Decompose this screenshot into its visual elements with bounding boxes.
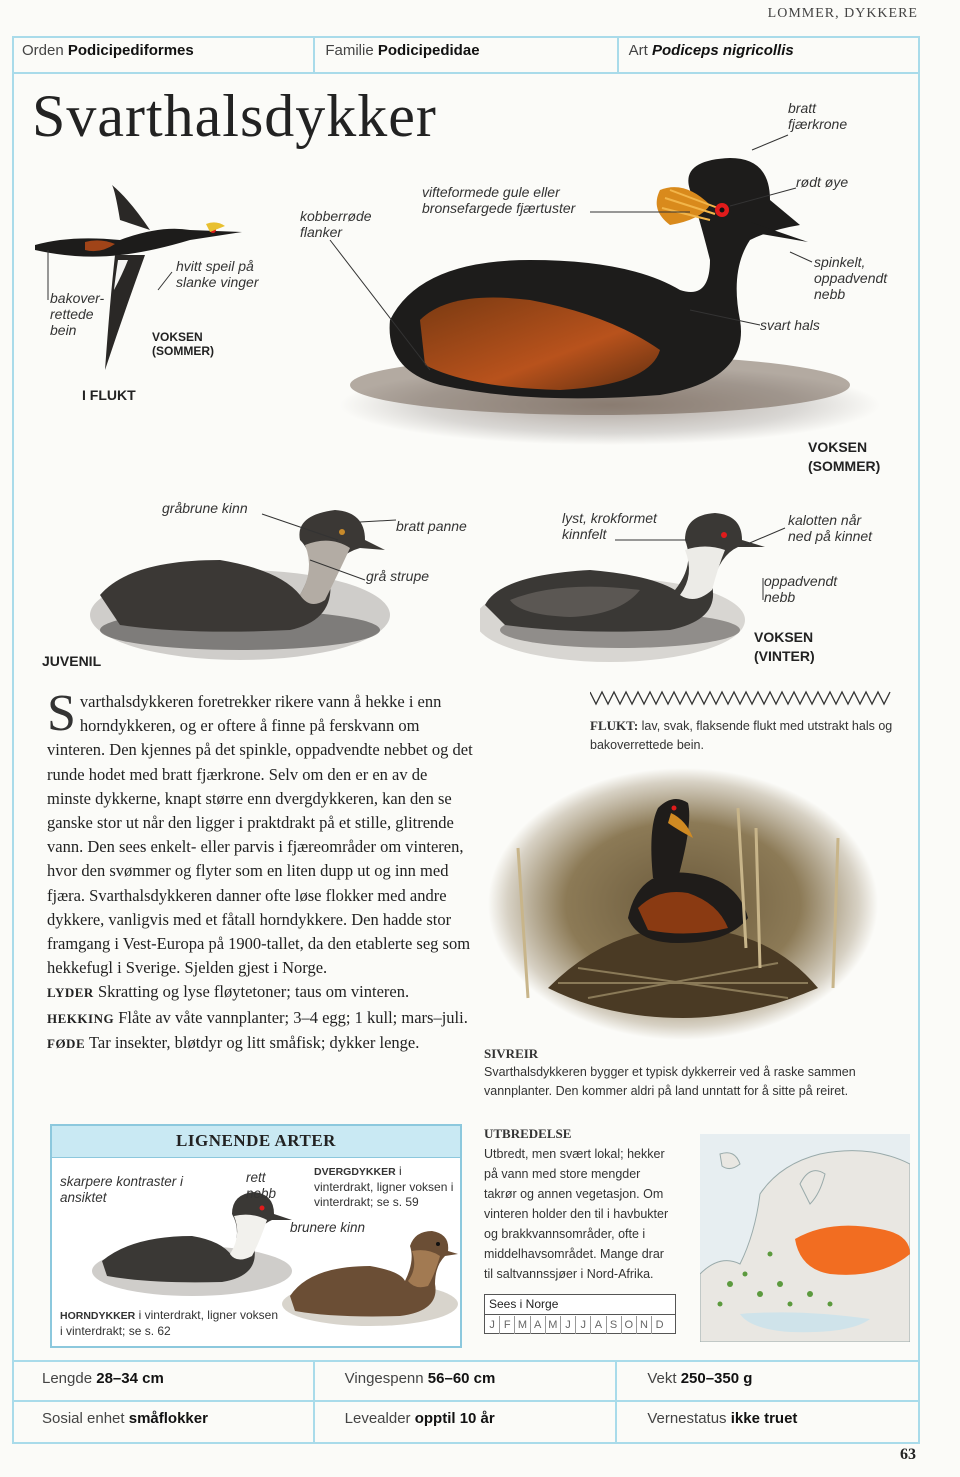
length-value: 28–34 cm bbox=[96, 1370, 164, 1387]
weight-row bbox=[617, 1362, 920, 1402]
label-tufts: vifteformede gule eller bronsefargede fjærtuster bbox=[422, 184, 576, 216]
family-value: Podicipedidae bbox=[377, 42, 480, 59]
label-winter-cap: kalotten når ned på kinnet bbox=[788, 512, 873, 544]
label-flanks: kobberrøde flanker bbox=[300, 208, 372, 240]
dverg-text: i vinterdrakt, ligner voksen i vinterdrakt; se s. 59 bbox=[314, 1164, 454, 1209]
breeding-text: Flåte av våte vannplanter; 3–4 egg; 1 kull; mars–juli. bbox=[118, 1007, 468, 1027]
stats-col-3 bbox=[617, 1362, 920, 1444]
length-row bbox=[12, 1362, 313, 1402]
horn-name: HORNDYKKER bbox=[60, 1310, 136, 1322]
label-bill: spinkelt, oppadvendt nebb bbox=[814, 254, 888, 302]
distribution-heading: UTBREDELSE bbox=[484, 1126, 572, 1141]
wingspan-value: 56–60 cm bbox=[427, 1370, 496, 1387]
stats-col-2 bbox=[315, 1362, 618, 1444]
label-eye: rødt øye bbox=[796, 174, 849, 190]
nest-photo bbox=[488, 768, 878, 1040]
month-cell: S bbox=[607, 1316, 622, 1334]
month-cell: J bbox=[485, 1316, 500, 1334]
label-legs: bakover-rettede bein bbox=[50, 290, 105, 338]
caption-flight: I FLUKT bbox=[82, 387, 136, 403]
month-cell: N bbox=[637, 1316, 652, 1334]
status-label: Vernestatus bbox=[647, 1410, 727, 1427]
page-title: Svarthalsdykker bbox=[32, 83, 437, 149]
lifespan-value: opptil 10 år bbox=[414, 1410, 495, 1427]
distribution-text: Utbredt, men svært lokal; hekker på vann med store mengder takrør og annen vegetasjon. Om vinteren holder den til i havbukter og brakkvannsområder, ofte i middelhavsområdet. Mange drar til saltvannssjøer i Nord-Afrika. bbox=[484, 1147, 669, 1281]
label-mirror: hvitt speil på slanke vinger bbox=[176, 258, 259, 290]
wingspan-row bbox=[315, 1362, 616, 1402]
horn-text: i vinterdrakt, ligner voksen i vinterdrakt; se s. 62 bbox=[60, 1308, 279, 1338]
food-text: Tar insekter, bløtdyr og litt småfisk; dykker lenge. bbox=[88, 1032, 420, 1052]
month-cell: A bbox=[591, 1316, 606, 1334]
species-value: Podiceps nigricollis bbox=[652, 42, 794, 59]
family-label: Familie bbox=[325, 42, 374, 59]
sounds-text: Skratting og lyse fløytetoner; taus om vinteren. bbox=[97, 982, 410, 1002]
dverg-description bbox=[314, 1164, 459, 1210]
similar-heading: LIGNENDE ARTER bbox=[52, 1126, 460, 1158]
lifespan-row bbox=[315, 1402, 616, 1442]
order-label: Orden bbox=[22, 42, 64, 59]
lifespan-label: Levealder bbox=[344, 1410, 411, 1427]
similar-species-box bbox=[50, 1124, 462, 1348]
label-winter-cheek: lyst, krokformet kinnfelt bbox=[562, 510, 657, 542]
order-value: Podicipediformes bbox=[67, 42, 194, 59]
flight-pattern-zigzag bbox=[590, 688, 895, 708]
little-grebe-illustration bbox=[280, 1226, 458, 1326]
similar-label-cheek: brunere kinn bbox=[290, 1220, 366, 1235]
drop-cap: S bbox=[47, 685, 76, 742]
food-heading: FØDE bbox=[47, 1035, 86, 1051]
status-row bbox=[617, 1402, 920, 1442]
weight-value: 250–350 g bbox=[680, 1370, 753, 1387]
food-paragraph bbox=[47, 1031, 473, 1056]
label-juv-throat: grå strupe bbox=[366, 568, 430, 584]
running-head: LOMMER, DYKKERE bbox=[767, 6, 918, 21]
month-cell: O bbox=[622, 1316, 637, 1334]
caption-flight-age: VOKSEN (SOMMER) bbox=[152, 330, 214, 358]
month-cell: M bbox=[546, 1316, 561, 1334]
sounds-paragraph bbox=[47, 980, 473, 1005]
species-label: Art bbox=[628, 42, 648, 59]
intro-paragraph bbox=[47, 685, 473, 980]
label-crest: bratt fjærkrone bbox=[788, 100, 848, 132]
wingspan-label: Vingespenn bbox=[344, 1370, 424, 1387]
stats-col-1 bbox=[12, 1362, 315, 1444]
caption-winter-adult: VOKSEN (VINTER) bbox=[754, 629, 815, 664]
horn-description bbox=[60, 1308, 280, 1339]
flight-description bbox=[590, 716, 895, 755]
status-value: ikke truet bbox=[730, 1410, 798, 1427]
weight-label: Vekt bbox=[647, 1370, 677, 1387]
month-cell: J bbox=[561, 1316, 576, 1334]
nest-text: Svarthalsdykkeren bygger et typisk dykkerreir ved å raske sammen vannplanter. Den kommer aldri på land unntatt for å sitte på reiret. bbox=[484, 1065, 856, 1098]
intro-text: varthalsdykkeren foretrekker rikere vann å hekke i enn horndykkeren, og er oftere å finne på ferskvann om vinteren. Den kjennes på det spinkle, oppadvendte nebbet og det runde hodet med bratt fjærkrone. Selv om den er en av de minste dykkerne, knapt større enn dvergdykkeren, kan den se ganske stor ut når den ligger i praktdrakt på et stille, glitrende vann. Den sees enkelt- eller parvis i fjæreområder om vinteren, hvor den svømmer og flyter som en liten dupp ut og inn med fjæra. Svarthalsdykkeren danner ofte løse flokker med andre dykkere, vanligvis med et fåtall horndykkere. Den hadde stor framgang i Vest-Europa på 1900-tallet, da den etablerte seg som hekkefugl i Sverige. Sjelden gjest i Norge. bbox=[47, 692, 473, 978]
distribution-map bbox=[700, 1134, 910, 1342]
nest-caption bbox=[484, 1044, 889, 1101]
seen-label: Sees i Norge bbox=[485, 1295, 675, 1315]
month-strip bbox=[485, 1316, 667, 1334]
social-label: Sosial enhet bbox=[42, 1410, 125, 1427]
month-cell: J bbox=[576, 1316, 591, 1334]
similar-label-bill: rett nebb bbox=[246, 1170, 277, 1201]
label-neck: svart hals bbox=[760, 317, 820, 333]
social-value: småflokker bbox=[128, 1410, 208, 1427]
flight-heading: FLUKT: bbox=[590, 718, 639, 733]
social-row bbox=[12, 1402, 313, 1442]
page-number: 63 bbox=[900, 1446, 916, 1463]
caption-juvenile: JUVENIL bbox=[42, 653, 102, 669]
caption-summer-adult: VOKSEN (SOMMER) bbox=[808, 439, 881, 474]
month-cell: D bbox=[655, 1319, 664, 1331]
similar-label-contrast: skarpere kontraster i ansiktet bbox=[60, 1174, 184, 1205]
dverg-name: DVERGDYKKER bbox=[314, 1166, 396, 1178]
label-juv-cheek: gråbrune kinn bbox=[162, 500, 248, 516]
month-cell: M bbox=[515, 1316, 530, 1334]
label-winter-bill: oppadvendt nebb bbox=[764, 573, 838, 605]
flight-text: lav, svak, flaksende flukt med utstrakt hals og bakoverrettede bein. bbox=[590, 719, 893, 752]
sounds-heading: LYDER bbox=[47, 985, 94, 1001]
month-cell: F bbox=[500, 1316, 515, 1334]
breeding-paragraph bbox=[47, 1006, 473, 1031]
stats-bar bbox=[12, 1360, 920, 1444]
nest-heading: SIVREIR bbox=[484, 1046, 539, 1061]
breeding-heading: HEKKING bbox=[47, 1010, 115, 1026]
distribution-block bbox=[484, 1124, 676, 1284]
label-juv-forehead: bratt panne bbox=[396, 518, 467, 534]
length-label: Lengde bbox=[42, 1370, 93, 1387]
main-text bbox=[47, 685, 473, 1056]
month-cell: A bbox=[531, 1316, 546, 1334]
